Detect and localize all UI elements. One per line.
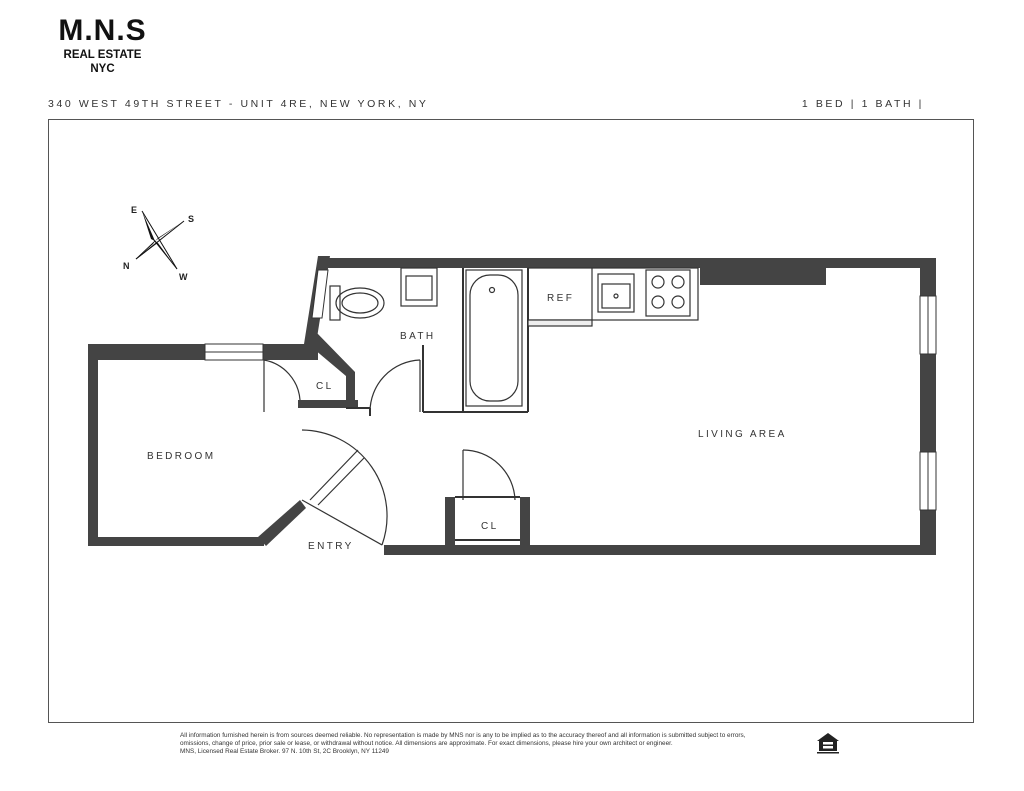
label-closet-2: CL bbox=[481, 521, 499, 532]
stove bbox=[646, 270, 690, 316]
doors bbox=[264, 360, 515, 545]
compass-e: E bbox=[131, 205, 138, 215]
bath-sink bbox=[401, 268, 437, 306]
broker-info: MNS, Licensed Real Estate Broker. 97 N. 10th St, 2C Brooklyn, NY 11249 bbox=[180, 748, 389, 755]
equal-housing-opportunity-icon bbox=[816, 732, 840, 754]
windows bbox=[205, 270, 936, 510]
interior-walls bbox=[346, 268, 528, 540]
compass-rose-icon bbox=[123, 205, 194, 282]
toilet bbox=[330, 286, 384, 320]
bed-bath-summary: 1 BED | 1 BATH | bbox=[801, 98, 924, 110]
bathtub bbox=[466, 270, 522, 406]
logo-line2: NYC bbox=[90, 63, 115, 75]
label-living-area: LIVING AREA bbox=[698, 429, 787, 440]
label-closet-1: CL bbox=[316, 381, 334, 392]
kitchen-sink bbox=[598, 274, 634, 312]
disclaimer bbox=[180, 732, 770, 756]
label-bath: BATH bbox=[400, 331, 436, 342]
compass-n: N bbox=[123, 261, 130, 271]
logo-line1: REAL ESTATE bbox=[63, 49, 142, 61]
label-bedroom: BEDROOM bbox=[147, 451, 216, 462]
disclaimer-text: All information furnished herein is from sources deemed reliable. No representation is made by MNS nor is any to be implied as to the accuracy thereof and all information is submitted subject to errors, omissions, change of price, prior sale or lease, or withdrawal without notice. All dimensions are approximate. For exact dimensions, please hire your own architect or engineer. bbox=[180, 732, 746, 747]
label-entry: ENTRY bbox=[308, 541, 354, 552]
logo-main: M.N.S bbox=[58, 14, 147, 47]
property-address: 340 WEST 49TH STREET - UNIT 4RE, NEW YORK, NY bbox=[48, 98, 429, 110]
compass-w: W bbox=[179, 272, 188, 282]
label-ref: REF bbox=[547, 293, 575, 304]
compass-s: S bbox=[188, 214, 195, 224]
